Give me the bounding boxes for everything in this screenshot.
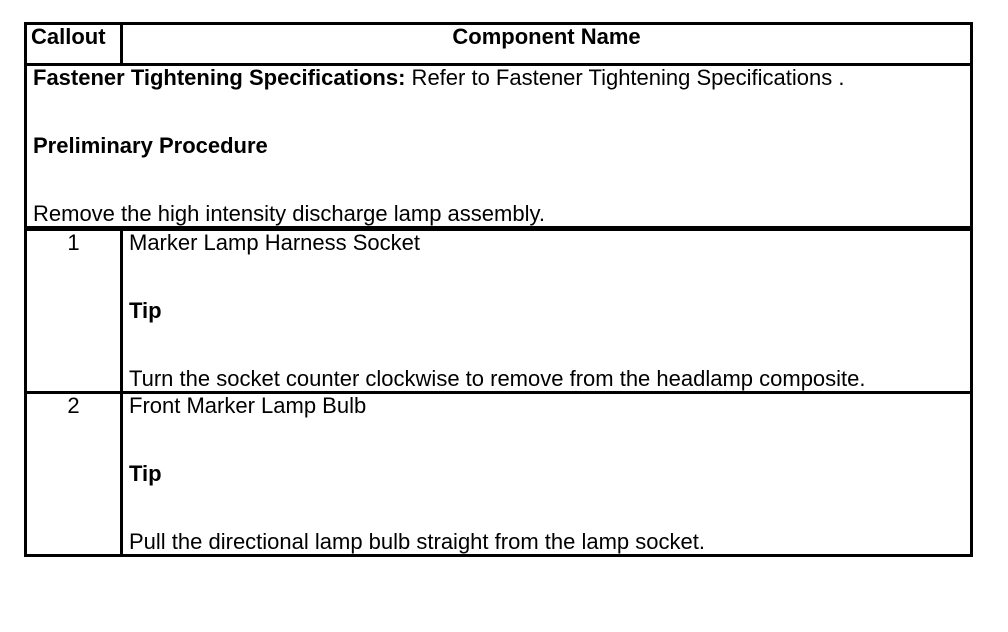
table-row: [26, 229, 972, 393]
general-info-cell: [26, 65, 972, 229]
table-row: [26, 393, 972, 556]
tip-text: Pull the directional lamp bulb straight from the lamp socket.: [129, 529, 705, 554]
callout-number: 1: [26, 229, 122, 393]
preliminary-procedure-step: Remove the high intensity discharge lamp assembly.: [33, 201, 545, 226]
callout-column-header: Callout: [26, 24, 122, 65]
fastener-spec-text: Refer to Fastener Tightening Specifications .: [405, 65, 845, 90]
component-cell: [122, 393, 972, 556]
fastener-spec-line: [33, 66, 964, 90]
procedure-table: [24, 22, 973, 557]
component-name: Marker Lamp Harness Socket: [129, 230, 420, 255]
tip-label: Tip: [129, 461, 162, 486]
tip-text: Turn the socket counter clockwise to remove from the headlamp composite.: [129, 366, 866, 391]
general-info-row: [26, 65, 972, 229]
tip-label: Tip: [129, 298, 162, 323]
preliminary-procedure-title: Preliminary Procedure: [33, 133, 268, 158]
fastener-spec-label: Fastener Tightening Specifications:: [33, 65, 406, 90]
callout-number: 2: [26, 393, 122, 556]
component-cell: [122, 229, 972, 393]
component-name: Front Marker Lamp Bulb: [129, 393, 367, 418]
component-name-column-header: Component Name: [122, 24, 972, 65]
header-row: [26, 24, 972, 65]
